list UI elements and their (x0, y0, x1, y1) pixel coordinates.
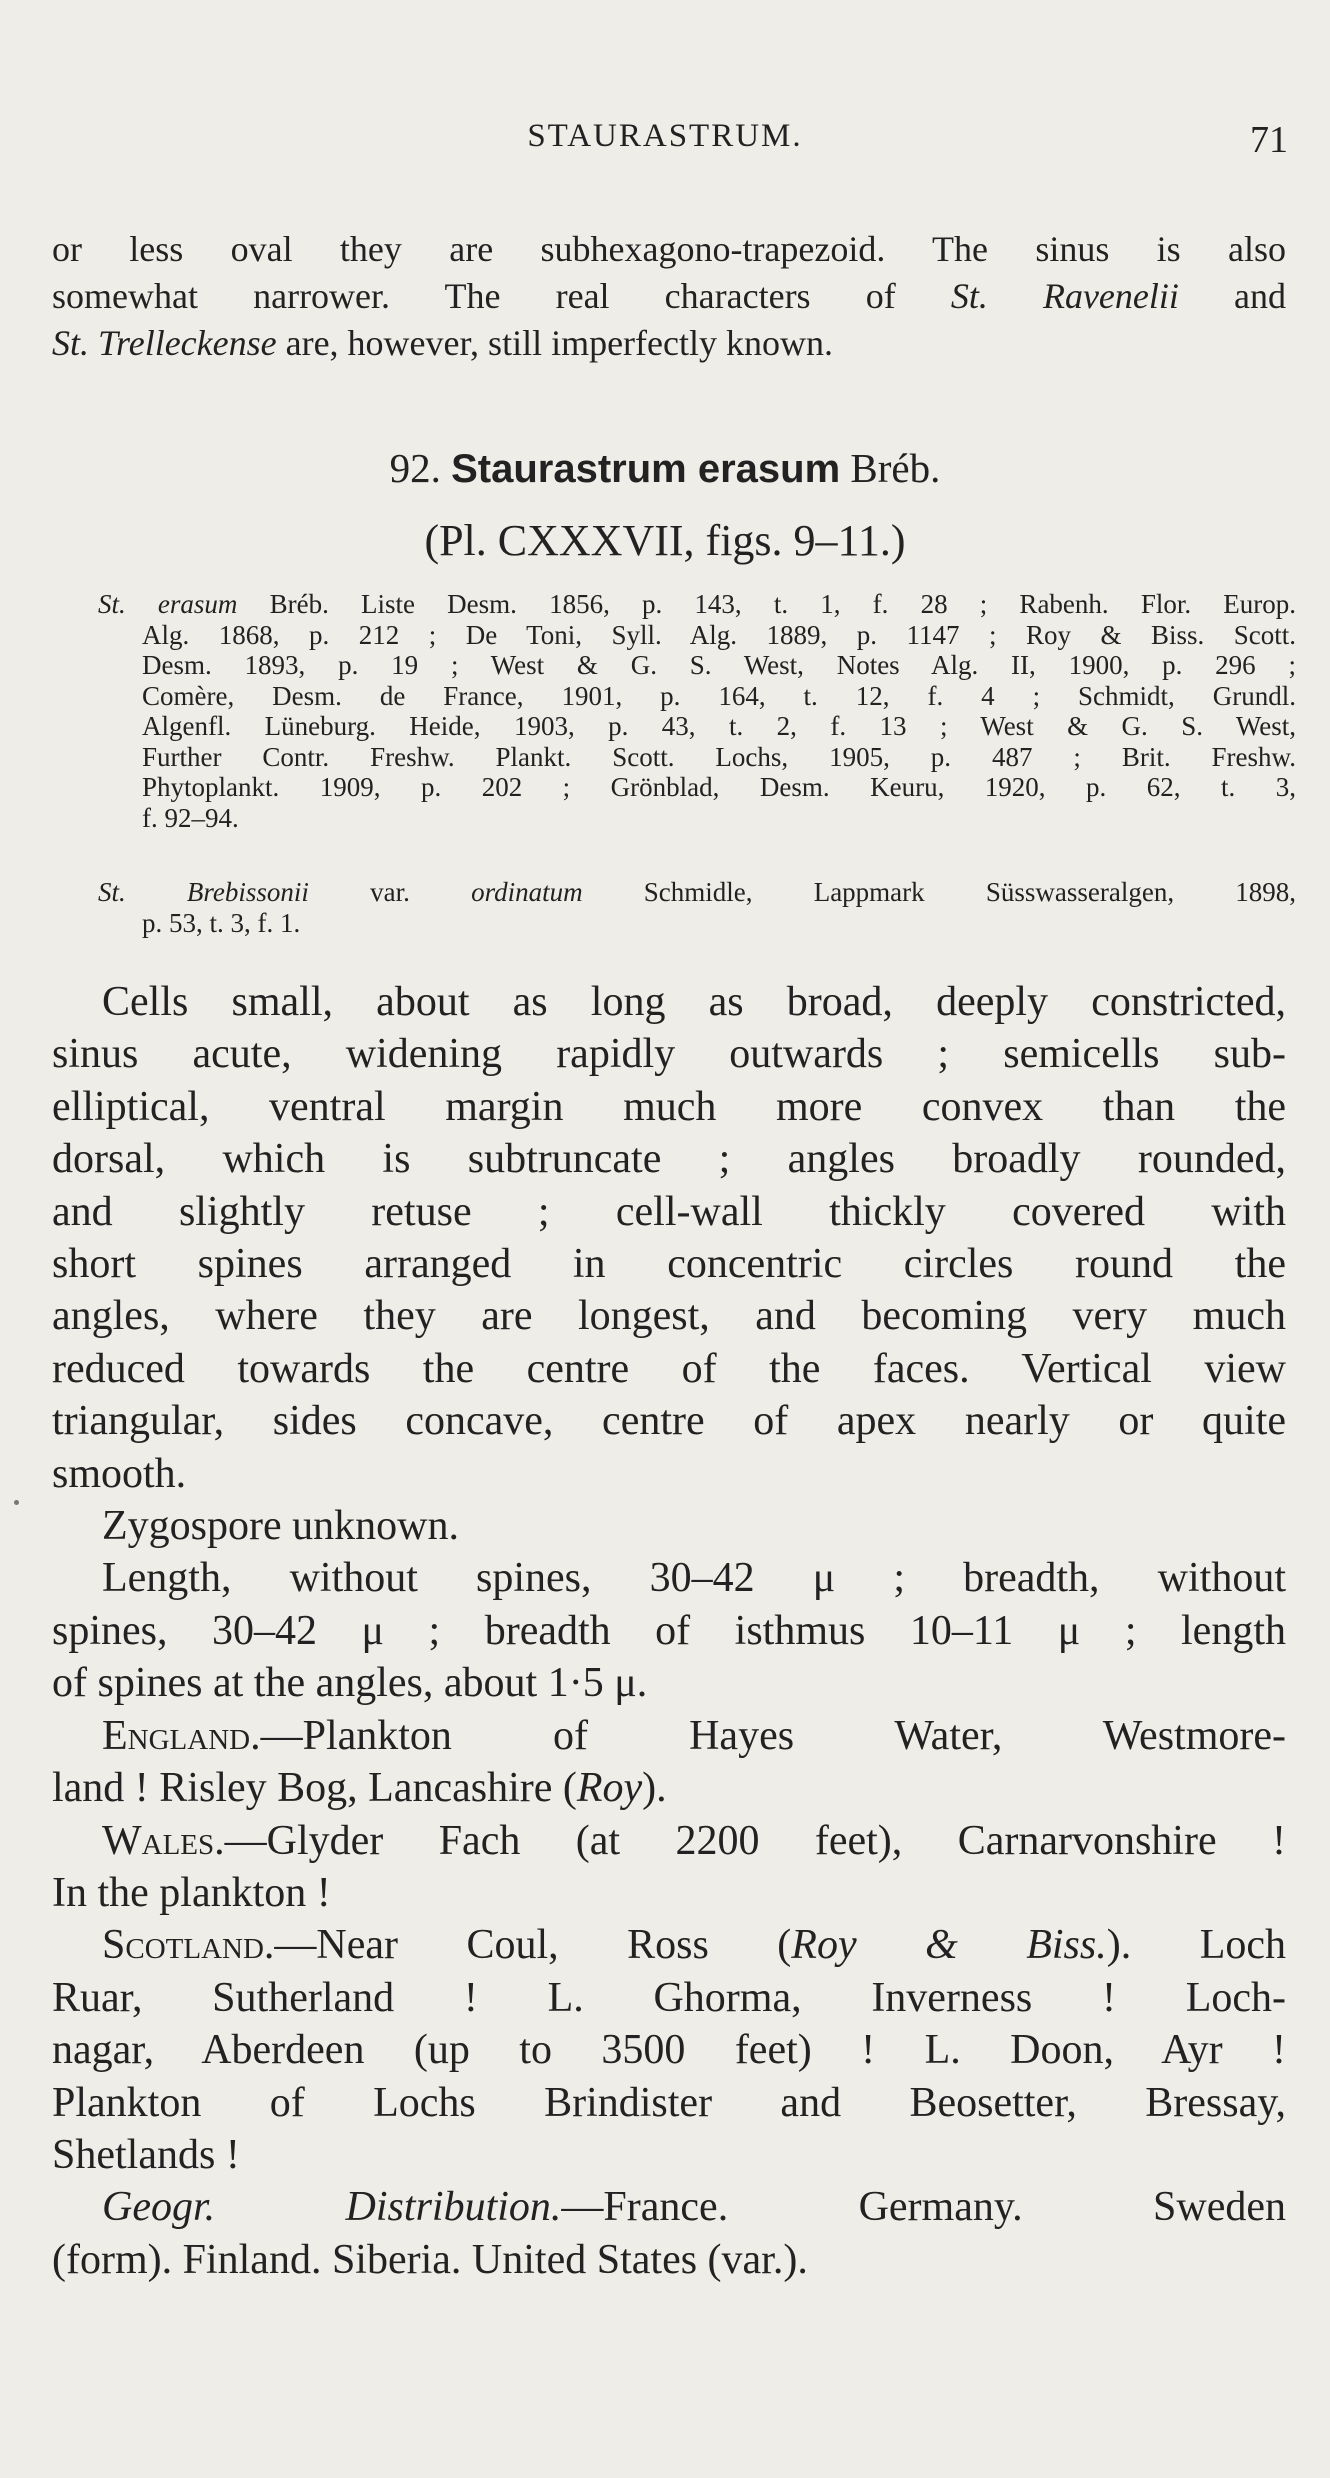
running-head (0, 118, 1330, 168)
species-author: Bréb. (850, 445, 941, 491)
measurement-line: of spines at the angles, about 1·5 μ. (52, 1660, 648, 1707)
description-line: sinus acute, widening rapidly outwards ; semicells sub- (52, 1031, 1286, 1078)
intro-paragraph (52, 226, 1286, 367)
synonymy-entry (100, 877, 1296, 938)
region-name: Wales. (102, 1817, 225, 1864)
measurement-line: Length, without spines, 30–42 μ ; breadth, without (102, 1555, 1286, 1602)
reference-line: Desm. 1893, p. 19 ; West & G. S. West, Notes Alg. II, 1900, p. 296 ; (142, 650, 1296, 680)
reference-line: Algenfl. Lüneburg. Heide, 1903, p. 43, t. 2, f. 13 ; West & G. S. West, (142, 711, 1296, 741)
print-speck (14, 1500, 19, 1505)
description-line: angles, where they are longest, and becoming very much (52, 1293, 1286, 1340)
page-number: 71 (1250, 119, 1288, 161)
locality-line: land ! Risley Bog, Lancashire (Roy). (52, 1765, 667, 1812)
description-block (52, 976, 1286, 2286)
locality-line: Wales.—Glyder Fach (at 2200 feet), Carnarvonshire ! (102, 1817, 1286, 1864)
description-line: triangular, sides concave, centre of apex nearly or quite (52, 1398, 1286, 1445)
region-name: England. (102, 1712, 261, 1759)
text-line: or less oval they are subhexagono-trapezoid. The sinus is also (52, 229, 1286, 269)
locality-line: Plankton of Lochs Brindister and Beosetter, Bressay, (52, 2079, 1286, 2126)
plate-reference: (Pl. CXXXVII, figs. 9–11.) (424, 516, 906, 565)
reference-line: Phytoplankt. 1909, p. 202 ; Grönblad, Desm. Keuru, 1920, p. 62, t. 3, (142, 772, 1296, 802)
region-name: Scotland. (102, 1922, 275, 1969)
reference-line: St. erasum Bréb. Liste Desm. 1856, p. 143, t. 1, f. 28 ; Rabenh. Flor. Europ. (98, 589, 1297, 619)
locality-line: Scotland.—Near Coul, Ross (Roy & Biss.). Loch (102, 1922, 1286, 1969)
distribution-label: Geogr. Distribution. (102, 2184, 562, 2231)
text-line: somewhat narrower. The real characters of St. Ravenelii and (52, 276, 1287, 316)
species-name: Staurastrum erasum (451, 447, 841, 491)
reference-line: Further Contr. Freshw. Plankt. Scott. Lochs, 1905, p. 487 ; Brit. Freshw. (142, 741, 1296, 772)
synonymy-entry (100, 589, 1296, 833)
description-line: short spines arranged in concentric circles round the (52, 1241, 1286, 1288)
locality-line: Ruar, Sutherland ! L. Ghorma, Inverness ! Loch- (52, 1974, 1286, 2021)
measurement-line: spines, 30–42 μ ; breadth of isthmus 10–11 μ ; length (52, 1607, 1286, 1654)
locality-line: In the plankton ! (52, 1869, 331, 1916)
locality-line: nagar, Aberdeen (up to 3500 feet) ! L. Doon, Ayr ! (52, 2027, 1286, 2074)
locality-line: Shetlands ! (52, 2131, 240, 2178)
reference-line: f. 92–94. (142, 802, 239, 833)
species-heading (0, 444, 1330, 492)
reference-line: St. Brebissonii var. ordinatum Schmidle, Lappmark Süsswasseralgen, 1898, (98, 877, 1297, 907)
synonym-name: St. Brebissonii (98, 877, 309, 907)
synonym-name: St. erasum (98, 589, 238, 619)
reference-line: Alg. 1868, p. 212 ; De Toni, Syll. Alg. 1889, p. 1147 ; Roy & Biss. Scott. (142, 619, 1296, 650)
running-title: STAURASTRUM. (527, 118, 803, 154)
species-number: 92. (389, 445, 441, 491)
distribution-line: (form). Finland. Siberia. United States (var.). (52, 2236, 808, 2283)
zygospore-line: Zygospore unknown. (102, 1503, 459, 1550)
distribution-line: Geogr. Distribution.—France. Germany. Sweden (102, 2184, 1286, 2231)
description-line: dorsal, which is subtruncate ; angles broadly rounded, (52, 1136, 1286, 1183)
text-line: St. Trelleckense are, however, still imperfectly known. (52, 323, 833, 363)
reference-line: Comère, Desm. de France, 1901, p. 164, t. 12, f. 4 ; Schmidt, Grundl. (142, 680, 1296, 711)
description-line: reduced towards the centre of the faces. Vertical view (52, 1345, 1286, 1392)
description-line: Cells small, about as long as broad, deeply constricted, (102, 979, 1286, 1025)
reference-line: p. 53, t. 3, f. 1. (142, 907, 301, 938)
description-line: smooth. (52, 1450, 187, 1497)
locality-line: England.—Plankton of Hayes Water, Westmore- (102, 1712, 1286, 1759)
description-line: and slightly retuse ; cell-wall thickly covered with (52, 1188, 1286, 1235)
description-line: elliptical, ventral margin much more convex than the (52, 1083, 1286, 1130)
